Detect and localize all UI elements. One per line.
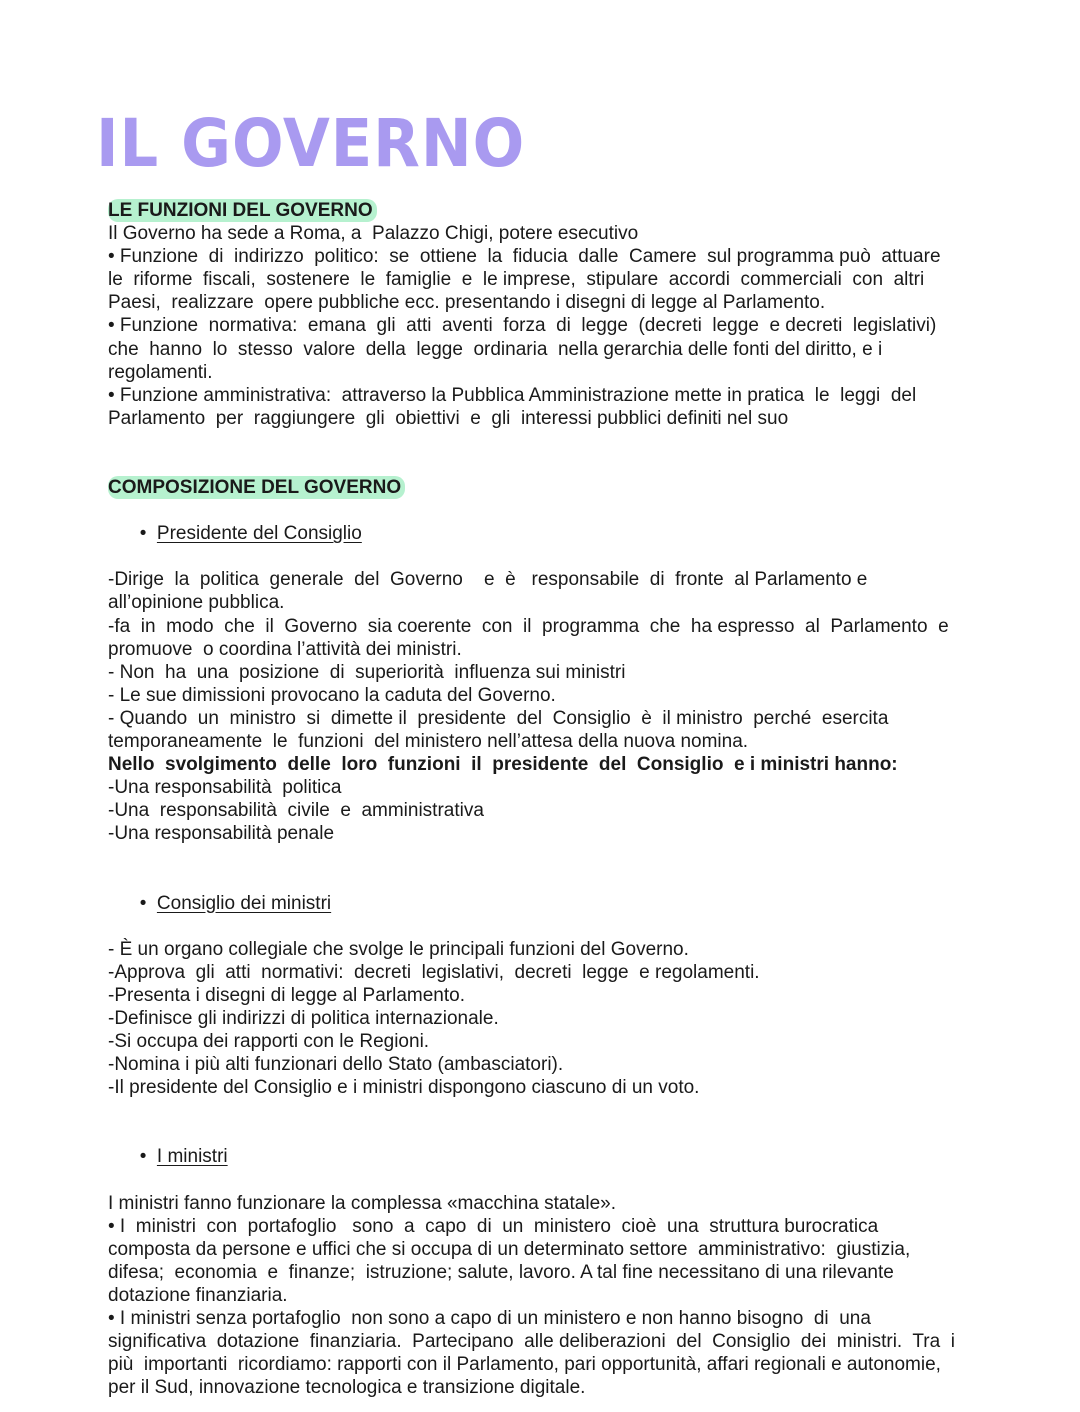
text-line: - È un organo collegiale che svolge le principali funzioni del Governo.	[108, 938, 689, 960]
subsection-consiglio	[108, 868, 988, 937]
text-line: significativa dotazione finanziaria. Partecipano alle deliberazioni del Consiglio dei ministri. Tra i	[108, 1331, 955, 1353]
text-line: Paesi, realizzare opere pubbliche ecc. presentando i disegni di legge al Parlamento.	[108, 292, 826, 314]
subsection-label-consiglio: Consiglio dei ministri	[156, 892, 332, 914]
subsection-presidente	[108, 499, 988, 568]
text-line: Il Governo ha sede a Roma, a Palazzo Chigi, potere esecutivo	[108, 223, 639, 245]
text-line: -Presenta i disegni di legge al Parlamento.	[108, 984, 465, 1006]
section-funzioni	[108, 199, 988, 430]
subsection-label-ministri: I ministri	[156, 1146, 228, 1168]
section-composizione	[108, 476, 988, 1400]
bullet-icon: •	[139, 523, 157, 545]
document-body	[108, 199, 988, 1400]
text-line: -Si occupa dei rapporti con le Regioni.	[108, 1031, 430, 1053]
text-line: • Funzione amministrativa: attraverso la Pubblica Amministrazione mette in pratica le leggi del	[108, 384, 917, 406]
text-line: difesa; economia e finanze; istruzione; salute, lavoro. A tal fine necessitano di una rilevante	[108, 1261, 894, 1283]
text-line: -fa in modo che il Governo sia coerente con il programma che ha espresso al Parlamento e	[108, 615, 949, 637]
text-line: - Non ha una posizione di superiorità influenza sui ministri	[108, 661, 626, 683]
text-line: -Dirige la politica generale del Governo e è responsabile di fronte al Parlamento e	[108, 569, 868, 591]
text-line: • Funzione normativa: emana gli atti aventi forza di legge (decreti legge e decreti legislativi)	[108, 315, 937, 337]
subsection-label-presidente: Presidente del Consiglio	[156, 523, 362, 545]
text-line: promuove o coordina l’attività dei ministri.	[108, 638, 462, 660]
text-line: • Funzione di indirizzo politico: se ottiene la fiducia dalle Camere sul programma può attuare	[108, 246, 941, 268]
text-line: • I ministri senza portafoglio non sono a capo di un ministero e non hanno bisogno di una	[108, 1308, 871, 1330]
text-line: -Una responsabilità penale	[108, 823, 335, 845]
text-line: che hanno lo stesso valore della legge ordinaria nella gerarchia delle fonti del diritto, e i	[108, 338, 883, 360]
section-heading-composizione: COMPOSIZIONE DEL GOVERNO	[108, 476, 405, 499]
text-line: le riforme fiscali, sostenere le famiglie e le imprese, stipulare accordi commerciali con altri	[108, 269, 925, 291]
section-heading-funzioni: LE FUNZIONI DEL GOVERNO	[108, 199, 377, 222]
text-line: -Nomina i più alti funzionari dello Stato (ambasciatori).	[108, 1054, 564, 1076]
text-line: dotazione finanziaria.	[108, 1285, 288, 1307]
text-line: - Quando un ministro si dimette il presidente del Consiglio è il ministro perché esercita	[108, 707, 889, 729]
text-line: -Una responsabilità civile e amministrativa	[108, 800, 484, 822]
text-line: Parlamento per raggiungere gli obiettivi e gli interessi pubblici definiti nel suo	[108, 407, 789, 429]
text-line: temporaneamente le funzioni del ministero nell’attesa della nuova nomina.	[108, 730, 749, 752]
text-line: - Le sue dimissioni provocano la caduta del Governo.	[108, 684, 556, 706]
text-line: I ministri fanno funzionare la complessa «macchina statale».	[108, 1192, 616, 1214]
text-line: -Definisce gli indirizzi di politica internazionale.	[108, 1008, 499, 1029]
text-line: -Approva gli atti normativi: decreti legislativi, decreti legge e regolamenti.	[108, 961, 760, 983]
text-line: all’opinione pubblica.	[108, 592, 285, 614]
text-line: composta da persone e uffici che si occupa di un determinato settore amministrativo: giustizia,	[108, 1238, 911, 1260]
text-line: • I ministri con portafoglio sono a capo di un ministero cioè una struttura burocratica	[108, 1215, 879, 1237]
bullet-icon: •	[139, 892, 157, 914]
page-title: IL GOVERNO	[96, 105, 526, 182]
text-line: per il Sud, innovazione tecnologica e transizione digitale.	[108, 1377, 586, 1399]
text-line: regolamenti.	[108, 361, 213, 383]
subsection-ministri	[108, 1122, 988, 1191]
bold-text-line: Nello svolgimento delle loro funzioni il presidente del Consiglio e i ministri hanno:	[108, 754, 898, 776]
bullet-icon: •	[139, 1146, 157, 1168]
text-line: -Il presidente del Consiglio e i ministri dispongono ciascuno di un voto.	[108, 1077, 700, 1099]
text-line: -Una responsabilità politica	[108, 777, 342, 799]
text-line: più importanti ricordiamo: rapporti con il Parlamento, pari opportunità, affari regionali e autonomie,	[108, 1354, 941, 1376]
